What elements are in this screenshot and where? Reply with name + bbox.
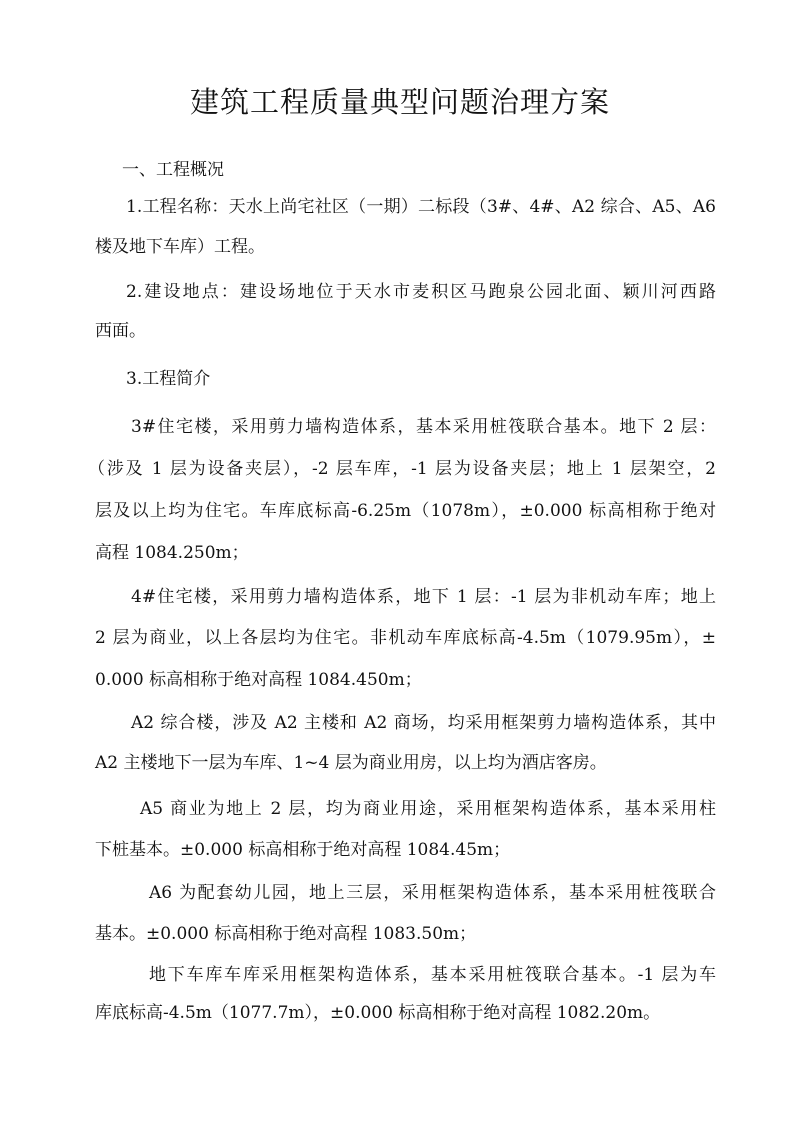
overview-heading: 3.工程简介	[126, 369, 211, 389]
building-4-line-1: 4#住宅楼，采用剪力墙构造体系，地下 1 层：-1 层为非机动车库；地上	[131, 587, 716, 607]
document-title: 建筑工程质量典型问题治理方案	[189, 85, 610, 119]
building-a2-line-1: A2 综合楼，涉及 A2 主楼和 A2 商场，均采用框架剪力墙构造体系，其中	[131, 713, 716, 733]
garage-line-2: 库底标高-4.5m（1077.7m），±0.000 标高相称于绝对高程 1082.20m。	[95, 1003, 661, 1023]
project-name-line-1: 1.工程名称：天水上尚宅社区（一期）二标段（3#、4#、A2 综合、A5、A6	[126, 197, 716, 217]
building-3-line-3: 层及以上均为住宅。车库底标高-6.25m（1078m），±0.000 标高相称于绝对	[95, 501, 716, 521]
project-name-line-2: 楼及地下车库）工程。	[95, 237, 265, 257]
building-a5-line-2: 下桩基本。±0.000 标高相称于绝对高程 1084.45m；	[95, 840, 511, 860]
building-a6-line-2: 基本。±0.000 标高相称于绝对高程 1083.50m；	[95, 924, 477, 944]
building-a2-line-2: A2 主楼地下一层为车库、1~4 层为商业用房，以上均为酒店客房。	[95, 753, 607, 773]
building-4-line-3: 0.000 标高相称于绝对高程 1084.450m；	[95, 670, 422, 690]
section-heading: 一、工程概况	[122, 160, 224, 180]
building-4-line-2: 2 层为商业，以上各层均为住宅。非机动车库底标高-4.5m（1079.95m），±	[95, 628, 716, 648]
building-3-line-4: 高程 1084.250m；	[95, 543, 249, 563]
building-3-line-2: （涉及 1 层为设备夹层），-2 层车库，-1 层为设备夹层；地上 1 层架空，2	[88, 459, 716, 479]
garage-line-1: 地下车库车库采用框架构造体系，基本采用桩筏联合基本。-1 层为车	[149, 965, 716, 985]
building-a6-line-1: A6 为配套幼儿园，地上三层，采用框架构造体系，基本采用桩筏联合	[149, 883, 716, 903]
site-line-1: 2.建设地点：建设场地位于天水市麦积区马跑泉公园北面、颖川河西路	[126, 282, 716, 302]
building-a5-line-1: A5 商业为地上 2 层，均为商业用途，采用框架构造体系，基本采用柱	[140, 799, 716, 819]
building-3-line-1: 3#住宅楼，采用剪力墙构造体系，基本采用桩筏联合基本。地下 2 层：	[131, 417, 716, 437]
site-line-2: 西面。	[95, 321, 146, 341]
